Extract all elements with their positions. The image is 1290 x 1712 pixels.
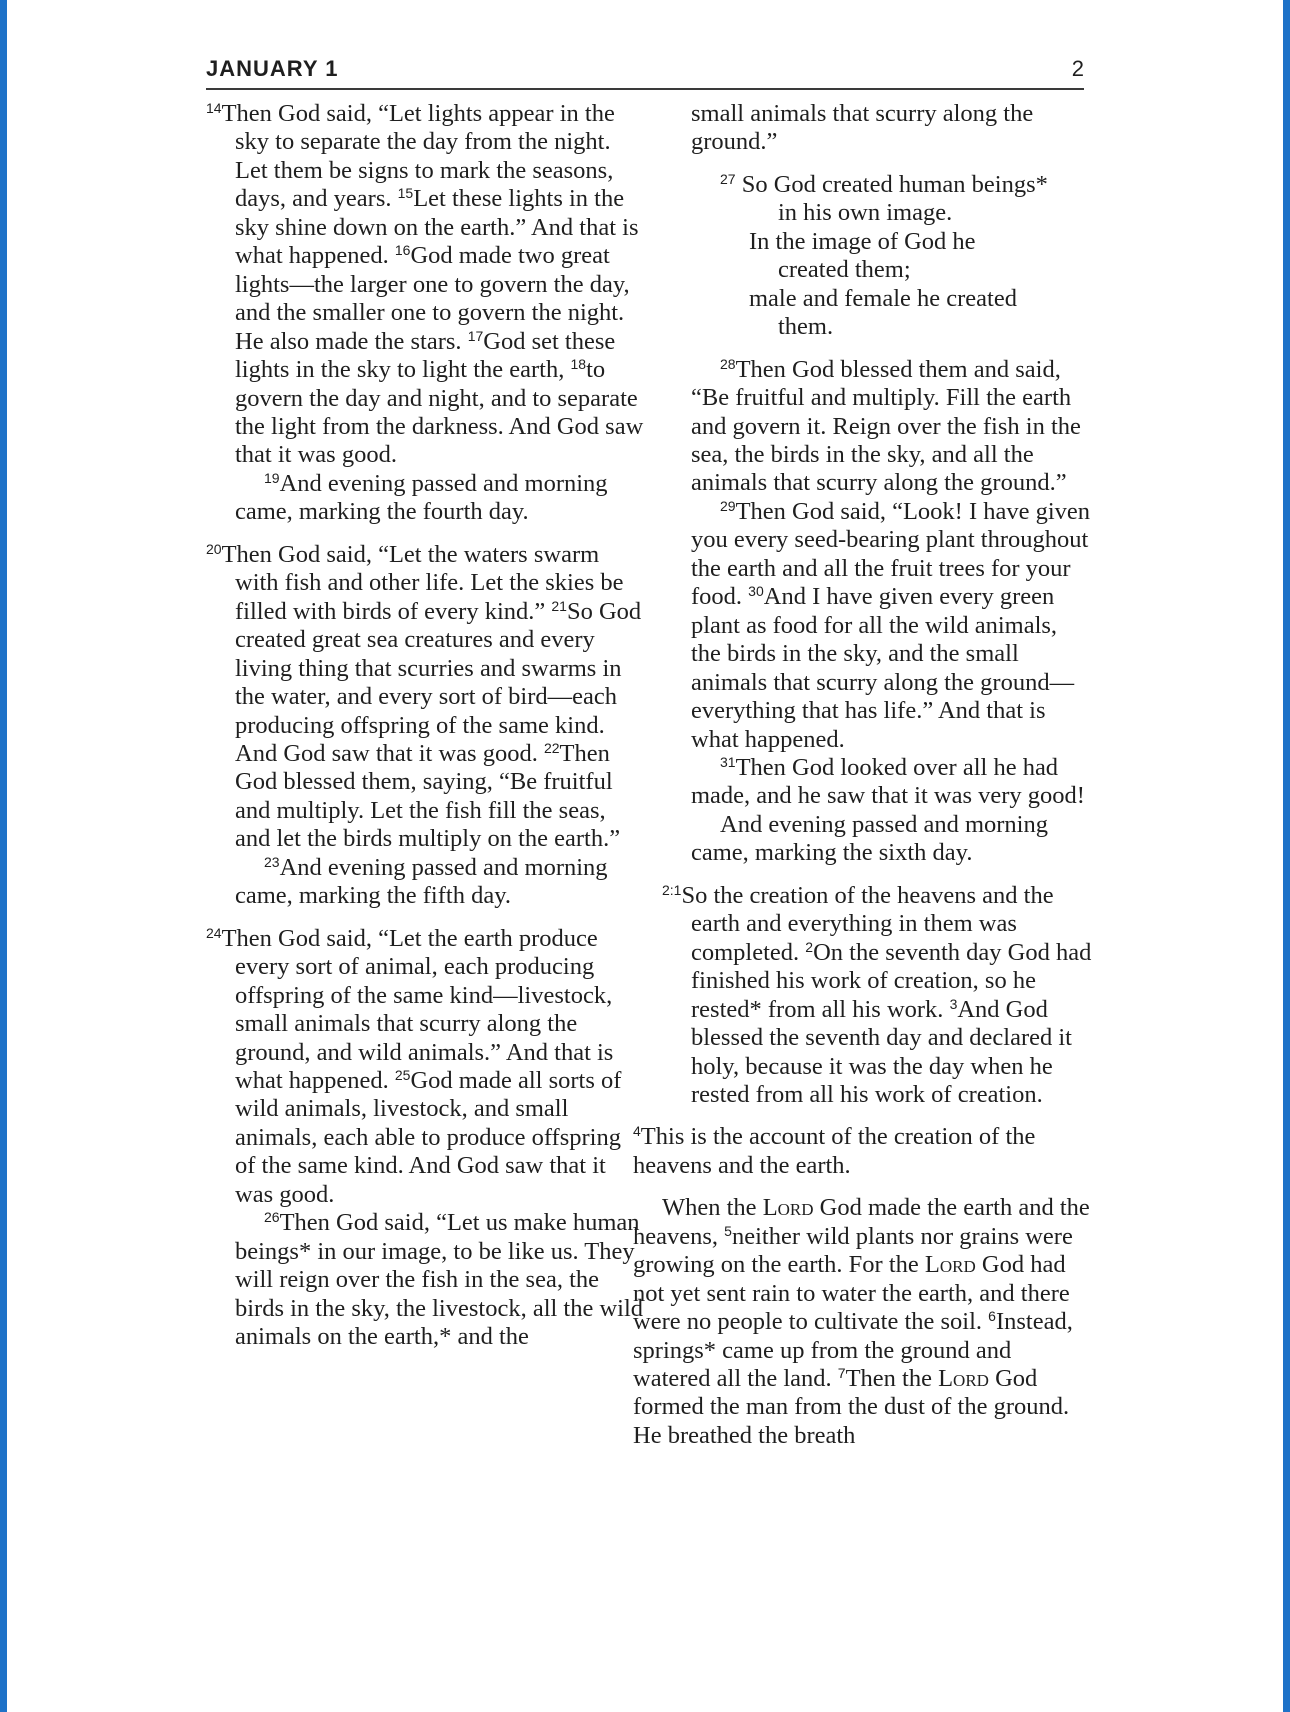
verse-text: Then God looked over all he had made, and he saw that it was very good! — [691, 753, 1085, 810]
verse-text: And I have given every green plant as food for all the wild animals, the birds in the sky, and the small animals that scurry along the ground—everything that has life.” And that is what happened. — [691, 583, 1075, 753]
verse-number: 14 — [206, 100, 222, 116]
verse-text: Then God said, “Look! I have given you every seed-bearing plant throughout the earth and all the fruit trees for your food. — [691, 497, 1091, 611]
verse-block-2-4b — [633, 1194, 1092, 1450]
verse-text: And evening passed and morning came, marking the fifth day. — [235, 853, 608, 910]
verse-number: 20 — [206, 540, 222, 557]
verse-number: 21 — [551, 597, 567, 614]
poem-line: them. — [778, 313, 834, 341]
poem-line: So God created human beings* — [741, 170, 1048, 198]
verse-text: Let these lights in the sky shine down on the earth.” And that is what happened. — [235, 185, 639, 270]
poem-line: male and female he created — [749, 284, 1017, 312]
verse-number: 17 — [467, 327, 484, 344]
verse-text: God set these lights in the sky to light the earth, — [235, 327, 616, 384]
verse-number: 24 — [206, 924, 222, 941]
verse-number: 5 — [724, 1222, 732, 1239]
verse-number: 16 — [394, 242, 411, 259]
verse-block-28 — [662, 356, 1092, 498]
verse-number: 23 — [264, 853, 280, 870]
verse-block-31b — [662, 811, 1092, 868]
verse-number: 4 — [633, 1123, 641, 1140]
page-number: 2 — [1071, 56, 1084, 81]
verse-text: Then God blessed them and said, “Be fruitful and multiply. Fill the earth and govern it. Reign over the fish in the sea, the birds in the sky, and all the animals that scurry along the ground.” — [691, 355, 1081, 497]
verse-block-2-4 — [633, 1123, 1092, 1180]
verse-number: 2 — [805, 938, 814, 955]
verse-text: Instead, springs* came up from the ground and watered all the land. — [633, 1308, 1073, 1393]
verse-block-2-1 — [662, 882, 1092, 1110]
poem-block-27 — [691, 171, 1092, 342]
verse-text: Then God said, “Let the earth produce every sort of animal, each producing offspring of the same kind—livestock, small animals that scurry along the ground, and wild animals.” And that is what happened. — [221, 924, 614, 1094]
verse-number: 6 — [988, 1308, 996, 1325]
verse-text: When the — [662, 1194, 763, 1222]
verse-block-14 — [206, 100, 646, 470]
verse-block-26 — [206, 1209, 646, 1351]
verse-text: God had not yet sent rain to water the earth, and there were no people to cultivate the soil. — [633, 1251, 1070, 1336]
verse-text: So the creation of the heavens and the earth and everything in them was completed. — [681, 881, 1054, 966]
verse-number: 3 — [949, 995, 958, 1012]
verse-block-31 — [662, 754, 1092, 811]
verse-text: neither wild plants nor grains were growing on the earth. For the — [633, 1222, 1073, 1279]
verse-text: Then God said, “Let lights appear in the sky to separate the day from the night. Let them be signs to mark the seasons, days, and years. — [221, 100, 615, 213]
verse-block-20 — [206, 541, 646, 854]
verse-text: Then the — [845, 1365, 939, 1393]
verse-text: God made the earth and the heavens, — [633, 1194, 1090, 1250]
right-column — [633, 100, 1092, 1450]
verse-text: This is the account of the creation of the heavens and the earth. — [633, 1123, 1036, 1179]
divine-name: Lord — [938, 1365, 989, 1393]
verse-text: So God created great sea creatures and every living thing that scurries and swarms in the water, and every sort of bird—each producing offspring of the same kind. And God saw that it was good. — [235, 597, 642, 767]
verse-number: 18 — [570, 356, 587, 373]
verse-block-26-continued — [662, 100, 1092, 157]
reading-date: JANUARY 1 — [206, 56, 339, 81]
verse-text: On the seventh day God had finished his work of creation, so he rested* from all his work. — [691, 938, 1092, 1023]
poem-line: In the image of God he — [749, 227, 976, 255]
verse-text: And evening passed and morning came, marking the sixth day. — [691, 810, 1048, 867]
right-frame-border — [1283, 0, 1290, 1712]
verse-text: Then God blessed them, saying, “Be fruitful and multiply. Let the fish fill the seas, and let the birds multiply on the earth.” — [235, 739, 621, 853]
verse-text: God made two great lights—the larger one to govern the day, and the smaller one to govern the night. He also made the stars. — [235, 242, 630, 355]
chapter-verse-number: 2:1 — [662, 881, 682, 898]
verse-number: 22 — [543, 739, 560, 756]
verse-number: 31 — [720, 753, 736, 770]
verse-block-29 — [662, 498, 1092, 754]
verse-number: 15 — [397, 185, 414, 202]
verse-block-24 — [206, 925, 646, 1210]
verse-number: 28 — [720, 355, 736, 372]
verse-text: God made all sorts of wild animals, livestock, and small animals, each able to produce offspring of the same kind. And God saw that it was good. — [235, 1066, 622, 1208]
divine-name: Lord — [762, 1194, 814, 1222]
left-frame-border — [0, 0, 7, 1712]
verse-block-19 — [206, 470, 646, 527]
verse-text: Then God said, “Let the waters swarm with fish and other life. Let the skies be filled with birds of every kind.” — [221, 540, 624, 625]
verse-number: 27 — [720, 170, 736, 187]
verse-number: 25 — [394, 1066, 411, 1083]
verse-number: 29 — [720, 497, 736, 514]
verse-number: 30 — [748, 583, 764, 600]
verse-text: Then God said, “Let us make human beings* in our image, to be like us. They will reign over the fish in the sea, the birds in the sky, the livestock, all the wild animals on the earth,* and the — [235, 1209, 644, 1351]
verse-text: God formed the man from the dust of the ground. He breathed the breath — [633, 1365, 1070, 1449]
verse-number: 26 — [264, 1209, 280, 1226]
verse-text: small animals that scurry along the ground.” — [691, 100, 1034, 156]
verse-number: 7 — [837, 1365, 846, 1382]
left-column — [206, 100, 646, 1351]
verse-text: And evening passed and morning came, marking the fourth day. — [235, 469, 608, 526]
divine-name: Lord — [924, 1251, 976, 1279]
verse-text: to govern the day and night, and to separate the light from the darkness. And God saw that it was good. — [235, 356, 644, 469]
poem-line: in his own image. — [778, 199, 953, 227]
verse-block-23 — [206, 854, 646, 911]
poem-line: created them; — [778, 256, 911, 284]
verse-text: And God blessed the seventh day and declared it holy, because it was the day when he rested from all his work of creation. — [691, 995, 1072, 1108]
page-header — [206, 56, 1084, 90]
verse-number: 19 — [264, 469, 280, 486]
